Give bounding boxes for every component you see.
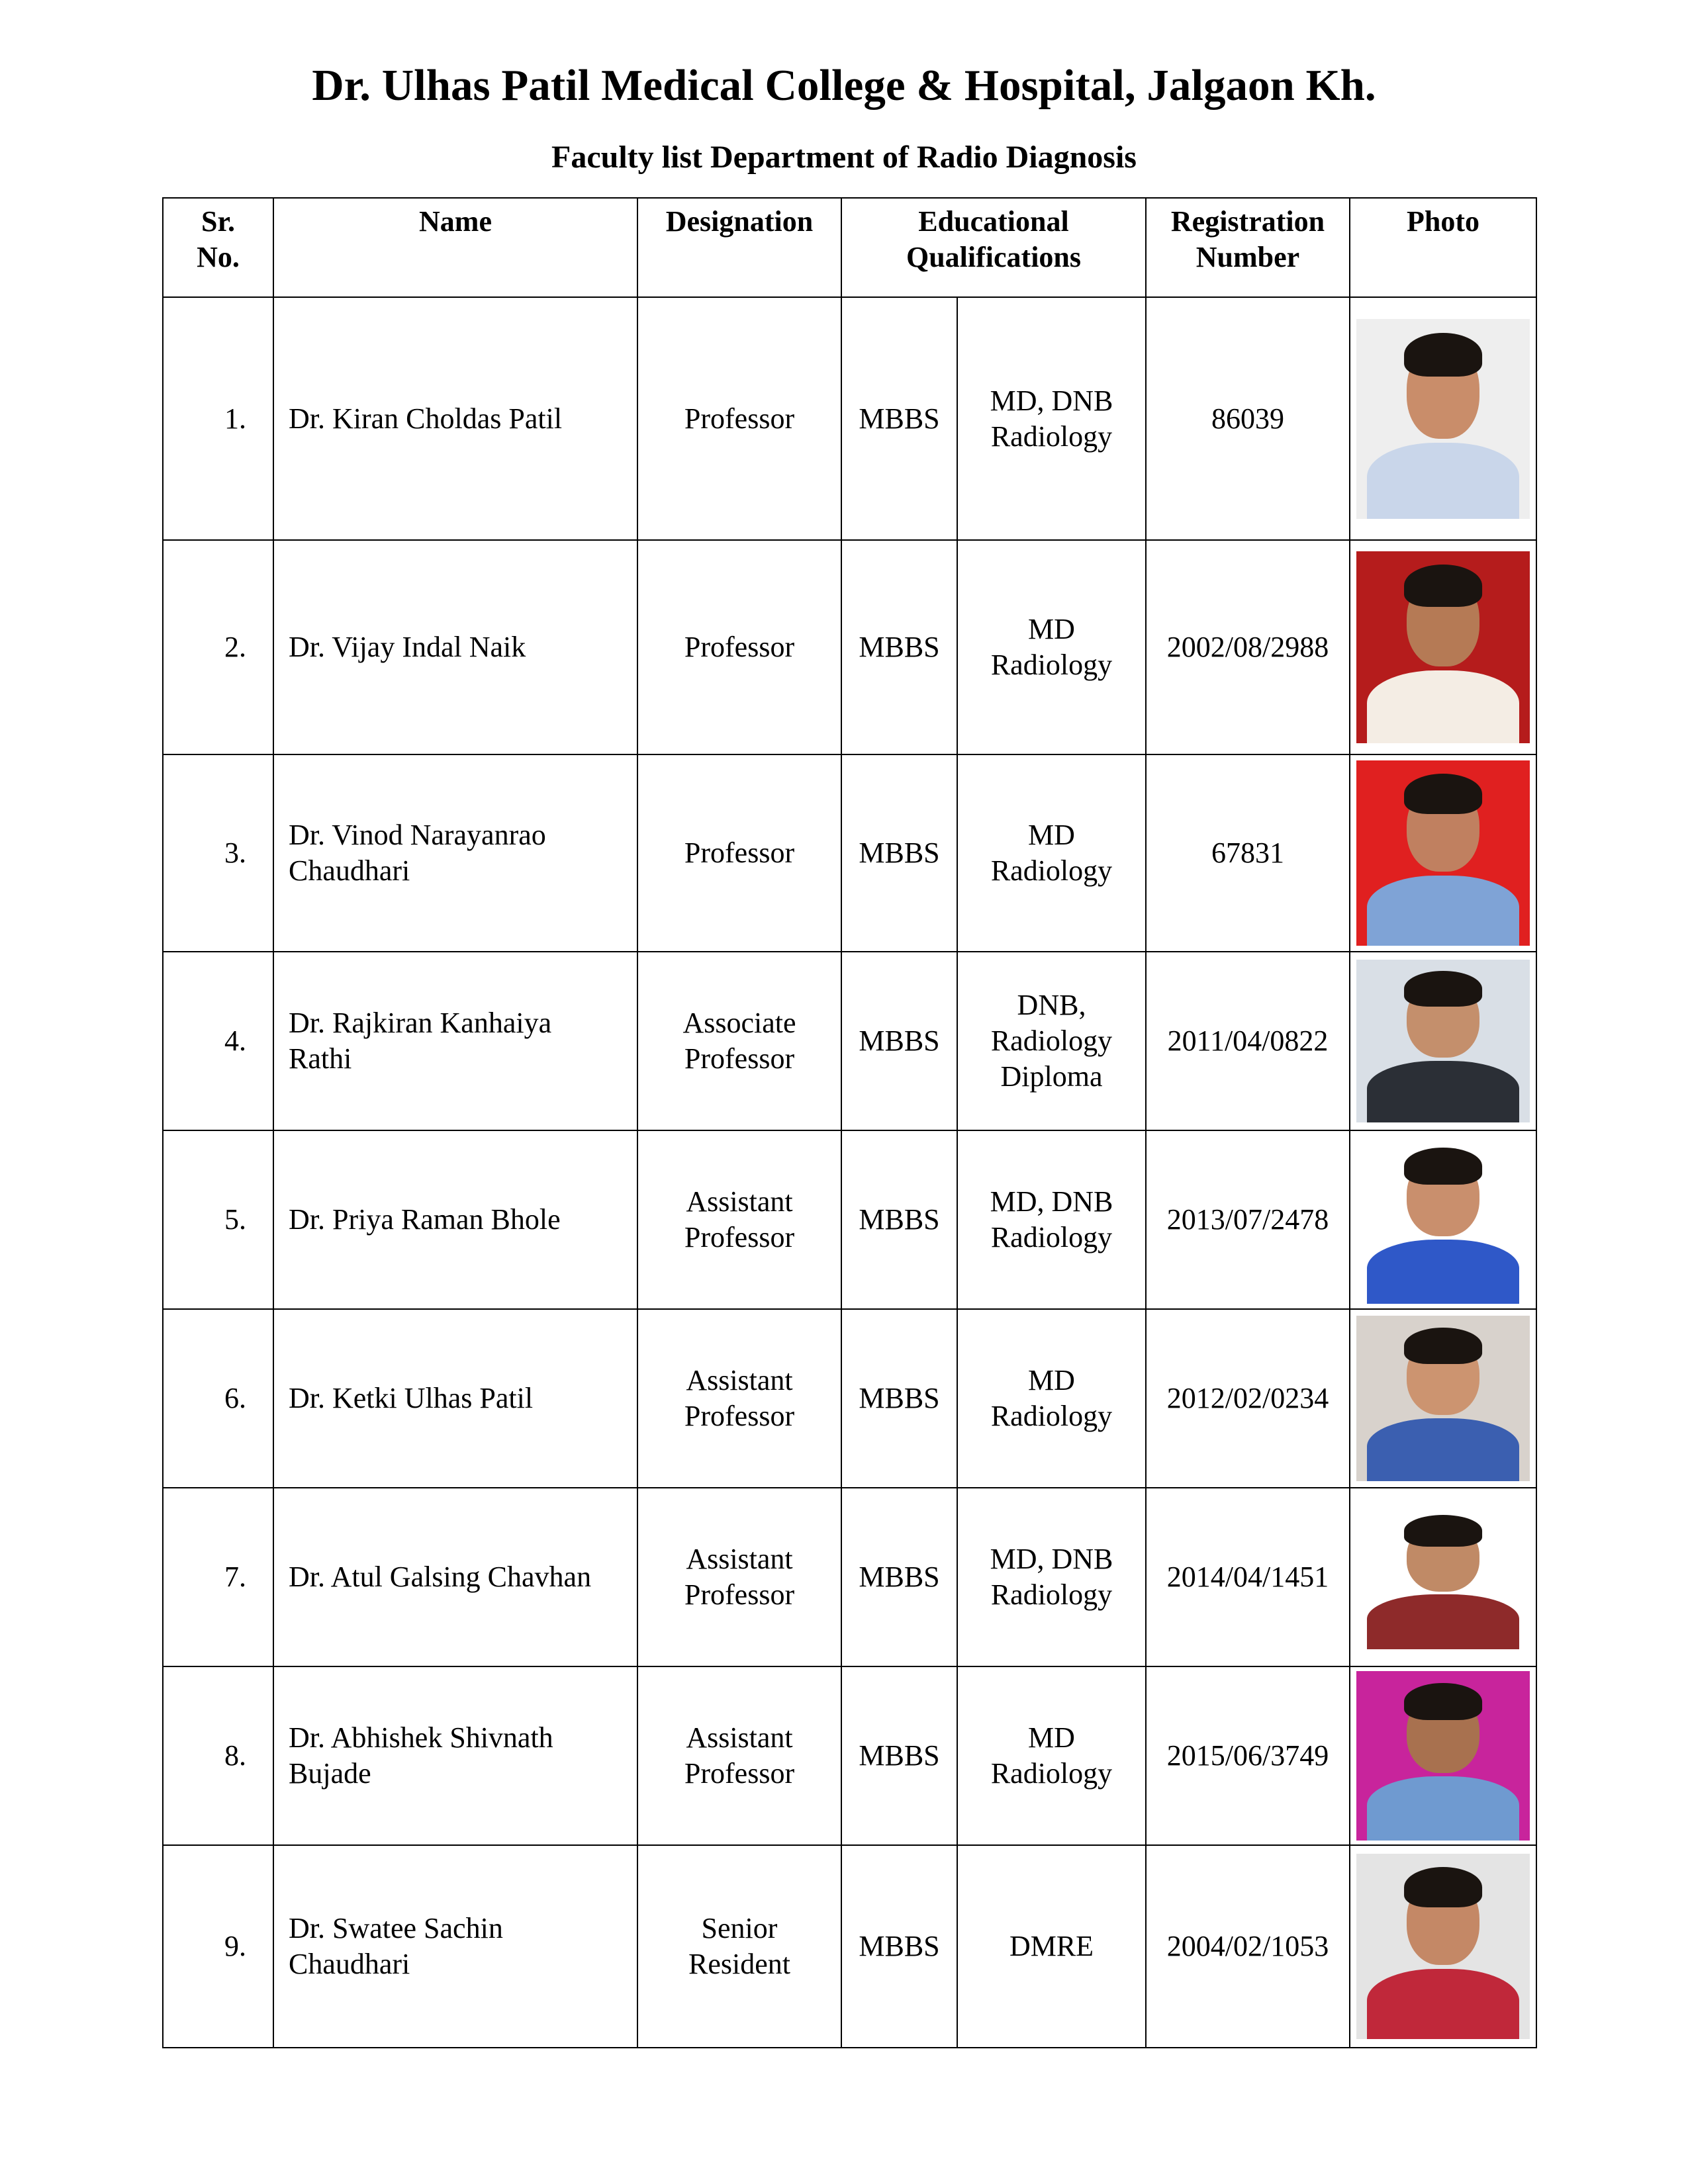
name-cell: Dr. Ketki Ulhas Patil: [273, 1309, 637, 1488]
name-cell: Dr. Rajkiran Kanhaiya Rathi: [273, 952, 637, 1130]
photo-cell: [1350, 540, 1536, 754]
ug-qualification-cell: MBBS: [841, 754, 957, 952]
registration-cell: 2013/07/2478: [1146, 1130, 1350, 1309]
faculty-photo: [1356, 1505, 1530, 1649]
registration-cell: 2014/04/1451: [1146, 1488, 1350, 1666]
ug-qualification-cell: MBBS: [841, 952, 957, 1130]
photo-shirt-shape: [1367, 1240, 1520, 1304]
registration-cell: 2002/08/2988: [1146, 540, 1350, 754]
pg-qualification-cell: MD Radiology: [957, 540, 1146, 754]
registration-cell: 2012/02/0234: [1146, 1309, 1350, 1488]
table-row: [163, 1130, 1536, 1309]
header-sr-no: Sr. No.: [163, 198, 273, 297]
ug-qualification-cell: MBBS: [841, 540, 957, 754]
faculty-photo: [1356, 1316, 1530, 1481]
photo-hair-shape: [1404, 1867, 1482, 1908]
name-cell: Dr. Abhishek Shivnath Bujade: [273, 1666, 637, 1845]
pg-qualification-cell: MD, DNB Radiology: [957, 297, 1146, 540]
header-designation: Designation: [637, 198, 841, 297]
name-cell: Dr. Vijay Indal Naik: [273, 540, 637, 754]
pg-qualification-cell: DNB, Radiology Diploma: [957, 952, 1146, 1130]
page-subtitle: Faculty list Department of Radio Diagnosis: [551, 140, 1137, 175]
faculty-photo: [1356, 319, 1530, 519]
ug-qualification-cell: MBBS: [841, 1130, 957, 1309]
table-header: [163, 198, 1536, 297]
designation-cell: Assistant Professor: [637, 1488, 841, 1666]
photo-hair-shape: [1404, 1328, 1482, 1364]
photo-hair-shape: [1404, 971, 1482, 1007]
sr-no-cell: 6.: [163, 1309, 273, 1488]
photo-hair-shape: [1404, 565, 1482, 607]
faculty-photo: [1356, 760, 1530, 946]
registration-cell: 86039: [1146, 297, 1350, 540]
header-row: [163, 198, 1536, 297]
header-name: Name: [273, 198, 637, 297]
ug-qualification-cell: MBBS: [841, 1666, 957, 1845]
photo-hair-shape: [1404, 774, 1482, 815]
pg-qualification-cell: MD, DNB Radiology: [957, 1130, 1146, 1309]
faculty-photo: [1356, 1671, 1530, 1841]
photo-shirt-shape: [1367, 876, 1520, 946]
sr-no-cell: 1.: [163, 297, 273, 540]
name-cell: Dr. Atul Galsing Chavhan: [273, 1488, 637, 1666]
photo-cell: [1350, 1488, 1536, 1666]
pg-qualification-cell: MD Radiology: [957, 754, 1146, 952]
table-row: [163, 1666, 1536, 1845]
table-row: [163, 540, 1536, 754]
sr-no-cell: 5.: [163, 1130, 273, 1309]
pg-qualification-cell: MD, DNB Radiology: [957, 1488, 1146, 1666]
header-photo: Photo: [1350, 198, 1536, 297]
sr-no-cell: 2.: [163, 540, 273, 754]
photo-cell: [1350, 952, 1536, 1130]
faculty-photo: [1356, 1854, 1530, 2039]
registration-cell: 2004/02/1053: [1146, 1845, 1350, 2048]
header-registration: Registration Number: [1146, 198, 1350, 297]
pg-qualification-cell: DMRE: [957, 1845, 1146, 2048]
sr-no-cell: 3.: [163, 754, 273, 952]
photo-hair-shape: [1404, 1148, 1482, 1185]
registration-cell: 2011/04/0822: [1146, 952, 1350, 1130]
faculty-photo: [1356, 960, 1530, 1122]
pg-qualification-cell: MD Radiology: [957, 1666, 1146, 1845]
photo-cell: [1350, 1845, 1536, 2048]
table-body: [163, 297, 1536, 2048]
page-title: Dr. Ulhas Patil Medical College & Hospital, Jalgaon Kh.: [312, 61, 1376, 110]
designation-cell: Assistant Professor: [637, 1130, 841, 1309]
ug-qualification-cell: MBBS: [841, 1845, 957, 2048]
sr-no-cell: 8.: [163, 1666, 273, 1845]
table-row: [163, 1488, 1536, 1666]
faculty-photo: [1356, 551, 1530, 743]
registration-cell: 67831: [1146, 754, 1350, 952]
name-cell: Dr. Priya Raman Bhole: [273, 1130, 637, 1309]
name-cell: Dr. Swatee Sachin Chaudhari: [273, 1845, 637, 2048]
designation-cell: Assistant Professor: [637, 1666, 841, 1845]
ug-qualification-cell: MBBS: [841, 297, 957, 540]
ug-qualification-cell: MBBS: [841, 1309, 957, 1488]
photo-shirt-shape: [1367, 670, 1520, 743]
photo-hair-shape: [1404, 1515, 1482, 1547]
photo-hair-shape: [1404, 333, 1482, 377]
photo-cell: [1350, 297, 1536, 540]
photo-cell: [1350, 1309, 1536, 1488]
faculty-table: [162, 197, 1537, 2048]
table-row: [163, 297, 1536, 540]
table-row: [163, 754, 1536, 952]
photo-shirt-shape: [1367, 1776, 1520, 1841]
table-row: [163, 1845, 1536, 2048]
table-row: [163, 952, 1536, 1130]
designation-cell: Associate Professor: [637, 952, 841, 1130]
faculty-photo: [1356, 1136, 1530, 1304]
sr-no-cell: 4.: [163, 952, 273, 1130]
photo-shirt-shape: [1367, 443, 1520, 519]
designation-cell: Senior Resident: [637, 1845, 841, 2048]
photo-shirt-shape: [1367, 1061, 1520, 1122]
photo-cell: [1350, 1130, 1536, 1309]
designation-cell: Professor: [637, 297, 841, 540]
name-cell: Dr. Vinod Narayanrao Chaudhari: [273, 754, 637, 952]
sr-no-cell: 9.: [163, 1845, 273, 2048]
designation-cell: Professor: [637, 754, 841, 952]
photo-shirt-shape: [1367, 1418, 1520, 1481]
header-qualifications: Educational Qualifications: [841, 198, 1146, 297]
name-cell: Dr. Kiran Choldas Patil: [273, 297, 637, 540]
photo-hair-shape: [1404, 1683, 1482, 1720]
table-row: [163, 1309, 1536, 1488]
designation-cell: Professor: [637, 540, 841, 754]
ug-qualification-cell: MBBS: [841, 1488, 957, 1666]
photo-cell: [1350, 754, 1536, 952]
photo-shirt-shape: [1367, 1594, 1520, 1649]
pg-qualification-cell: MD Radiology: [957, 1309, 1146, 1488]
registration-cell: 2015/06/3749: [1146, 1666, 1350, 1845]
sr-no-cell: 7.: [163, 1488, 273, 1666]
photo-cell: [1350, 1666, 1536, 1845]
photo-shirt-shape: [1367, 1969, 1520, 2039]
designation-cell: Assistant Professor: [637, 1309, 841, 1488]
